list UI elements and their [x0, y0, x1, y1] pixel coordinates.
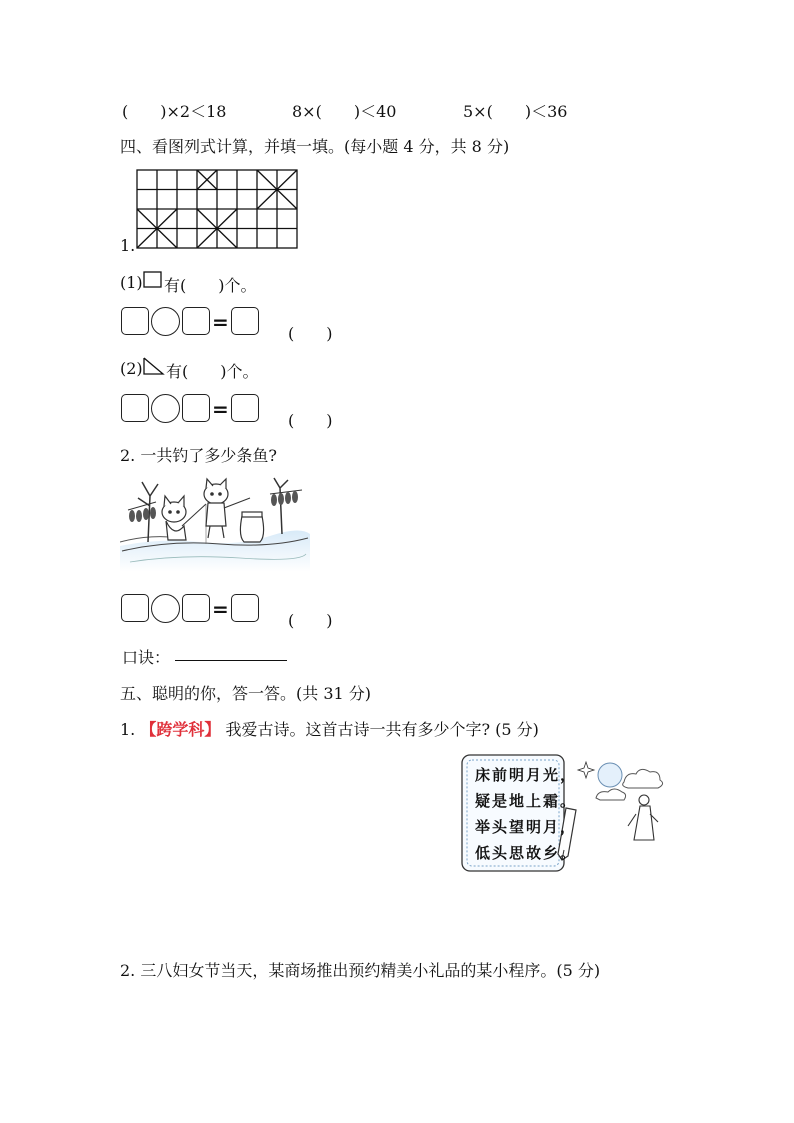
equation-1-answer[interactable]: ( ) [288, 324, 333, 343]
inequality-3: 5×( )＜36 [463, 102, 568, 121]
fishing-cats-illustration [120, 476, 310, 572]
inequality-1: ( )×2＜18 [122, 102, 227, 121]
sub-question-2-text: 有( )个。 [166, 362, 259, 381]
equation-2-result-box[interactable] [231, 394, 259, 422]
equation-3-operator-circle[interactable] [151, 594, 180, 623]
question-2-text: 2. 一共钓了多少条鱼? [120, 446, 277, 465]
section-5-question-1 [120, 717, 539, 740]
equation-1-result-box[interactable] [231, 307, 259, 335]
question-text: 我爱古诗。这首古诗一共有多少个字? (5 分) [225, 720, 539, 739]
equation-1-equals: = [212, 310, 229, 334]
poem-line-4: 低头思故乡。 [475, 844, 578, 862]
sub-question-2-prefix: (2) [120, 359, 143, 378]
equation-2-operator-circle[interactable] [151, 394, 180, 423]
small-square-icon [143, 271, 163, 289]
equation-3-equals: = [212, 597, 229, 621]
poem-line-3: 举头望明月， [475, 818, 578, 836]
sub-question-1-prefix: (1) [120, 273, 143, 292]
grid-figure [136, 169, 300, 250]
question-number-1: 1. [120, 236, 136, 255]
section-5-heading: 五、聪明的你，答一答。(共 31 分) [120, 684, 372, 703]
question-number: 1. [120, 720, 136, 739]
equation-3-box-2[interactable] [182, 594, 210, 622]
equation-3-result-box[interactable] [231, 594, 259, 622]
equation-2-box-1[interactable] [121, 394, 149, 422]
equation-1-operator-circle[interactable] [151, 307, 180, 336]
equation-3-box-1[interactable] [121, 594, 149, 622]
equation-1-box-2[interactable] [182, 307, 210, 335]
equation-2-box-2[interactable] [182, 394, 210, 422]
equation-2-equals: = [212, 397, 229, 421]
poem-line-1: 床前明月光， [475, 766, 578, 784]
poem-illustration [458, 752, 670, 876]
inequality-2: 8×( )＜40 [292, 102, 397, 121]
section-5-question-2: 2. 三八妇女节当天，某商场推出预约精美小礼品的某小程序。(5 分) [120, 961, 601, 980]
section-4-heading: 四、看图列式计算，并填一填。(每小题 4 分，共 8 分) [120, 137, 510, 156]
sub-question-1-text: 有( )个。 [164, 276, 257, 295]
small-triangle-icon [143, 357, 165, 376]
equation-1-box-1[interactable] [121, 307, 149, 335]
equation-2-answer[interactable]: ( ) [288, 411, 333, 430]
koujue-label: 口诀： [122, 648, 171, 667]
equation-3-answer[interactable]: ( ) [288, 611, 333, 630]
poem-line-2: 疑是地上霜。 [475, 792, 578, 810]
cross-subject-tag: 【跨学科】 [140, 720, 221, 739]
koujue-answer-line[interactable] [175, 660, 287, 661]
